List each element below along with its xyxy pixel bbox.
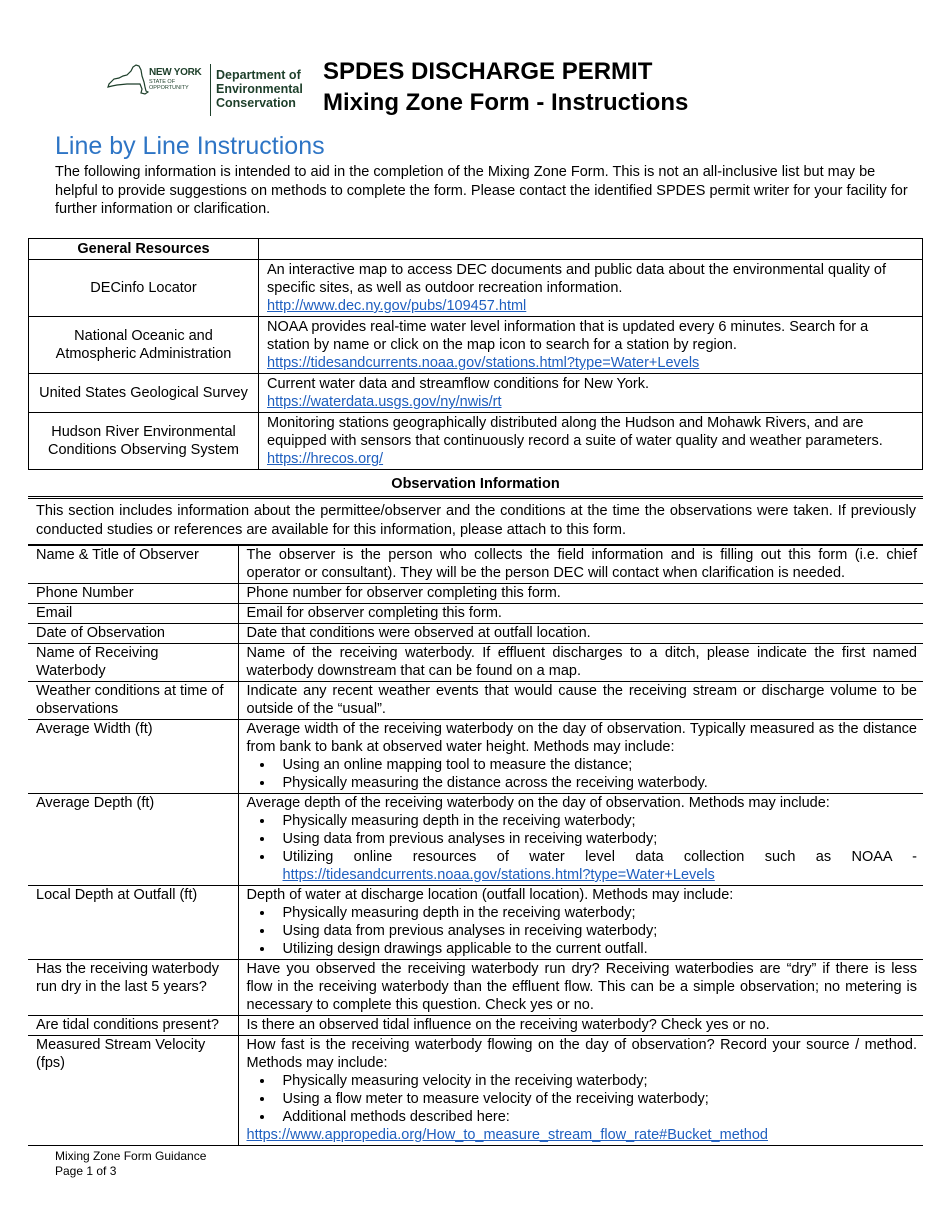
document-title (323, 56, 688, 118)
resource-link[interactable]: http://www.dec.ny.gov/pubs/109457.html (267, 298, 527, 314)
observation-row (28, 682, 923, 720)
list-item: • Using a flow meter to measure velocity of the receiving waterbody; (275, 1090, 918, 1108)
observation-text: Average depth of the receiving waterbody on the day of observation. Methods may include: (246, 795, 830, 811)
resource-description (259, 260, 923, 317)
resource-text: An interactive map to access DEC documents and public data about the environmental quality of specific sites, as well as outdoor recreation information. (267, 262, 887, 296)
observation-text: How fast is the receiving waterbody flowing on the day of observation? Record your source / method. Methods may include: (246, 1037, 917, 1071)
title-line2: Mixing Zone Form - Instructions (323, 89, 689, 116)
list-item: • Physically measuring depth in the receiving waterbody; (275, 904, 918, 922)
observation-row (28, 1016, 923, 1036)
logo-state-line2: OPPORTUNITY (149, 85, 189, 91)
logo-state-of-opportunity (149, 79, 189, 91)
observation-row (28, 720, 923, 794)
observation-label: Average Width (ft) (28, 720, 238, 794)
resource-description (259, 374, 923, 413)
list-item (275, 848, 918, 884)
resource-link[interactable]: https://waterdata.usgs.gov/ny/nwis/rt (267, 394, 502, 410)
observation-divider (28, 496, 923, 499)
logo-dept-line2: Environmental (216, 82, 303, 96)
appropedia-link[interactable]: https://www.appropedia.org/How_to_measure_stream_flow_rate#Bucket_method (246, 1127, 768, 1143)
logo-dept-line3: Conservation (216, 96, 296, 110)
observation-row (28, 794, 923, 886)
observation-row (28, 1036, 923, 1146)
logo-dept-line1: Department of (216, 68, 301, 82)
footer-document-name: Mixing Zone Form Guidance (55, 1149, 207, 1163)
resource-name: DECinfo Locator (29, 260, 259, 317)
general-resources-table (28, 238, 923, 470)
footer-page-number: Page 1 of 3 (55, 1164, 117, 1178)
observation-description (238, 886, 923, 960)
methods-list (247, 756, 918, 792)
observation-description (238, 794, 923, 886)
list-item: • Additional methods described here: (275, 1108, 918, 1126)
list-item: • Using data from previous analyses in receiving waterbody; (275, 830, 918, 848)
list-item: • Using data from previous analyses in receiving waterbody; (275, 922, 918, 940)
resource-text: NOAA provides real-time water level information that is updated every 6 minutes. Search for a station by name or click on the map icon to search for a station by region. (267, 319, 869, 353)
page-footer (55, 1149, 206, 1179)
observation-description (238, 720, 923, 794)
observation-label: Average Depth (ft) (28, 794, 238, 886)
list-item-text: • Utilizing online resources of water level data collection such as NOAA - (282, 849, 917, 865)
methods-list (247, 904, 918, 958)
observation-intro: This section includes information about the permittee/observer and the conditions at the time the observations were taken. If previously conducted studies or references are available for this information, please attach to this form. (36, 503, 916, 538)
list-item: • Physically measuring velocity in the receiving waterbody; (275, 1072, 918, 1090)
logo-new-york: NEW YORK (149, 67, 202, 78)
observation-label: Email (28, 604, 238, 624)
resource-text: Current water data and streamflow conditions for New York. (267, 376, 650, 392)
resource-name: National Oceanic and Atmospheric Administration (29, 317, 259, 374)
title-line1: SPDES DISCHARGE PERMIT (323, 58, 653, 85)
section-heading: Line by Line Instructions (55, 132, 325, 160)
intro-paragraph: The following information is intended to aid in the completion of the Mixing Zone Form. This is not an all-inclusive list but may be helpful to provide suggestions on methods to complete the form. Please contact the identified SPDES permit writer for your facility for further information or clarification. (55, 164, 908, 217)
observation-label: Has the receiving waterbody run dry in the last 5 years? (28, 960, 238, 1016)
observation-row (28, 604, 923, 624)
noaa-link[interactable]: https://tidesandcurrents.noaa.gov/stations.html?type=Water+Levels (282, 867, 715, 883)
logo-state-line1: STATE OF (149, 79, 176, 85)
observation-text: Depth of water at discharge location (outfall location). Methods may include: (246, 887, 734, 903)
observation-label: Name of Receiving Waterbody (28, 644, 238, 682)
observation-row (28, 644, 923, 682)
resource-description (259, 317, 923, 374)
observation-row (28, 960, 923, 1016)
resources-header-row (29, 239, 923, 260)
observation-description: Date that conditions were observed at outfall location. (238, 624, 923, 644)
observation-description: Phone number for observer completing this form. (238, 584, 923, 604)
observation-label: Date of Observation (28, 624, 238, 644)
observation-row (28, 624, 923, 644)
observation-label: Name & Title of Observer (28, 545, 238, 584)
observation-table (28, 544, 923, 1146)
observation-label: Are tidal conditions present? (28, 1016, 238, 1036)
list-item: • Utilizing design drawings applicable to the current outfall. (275, 940, 918, 958)
observation-description: Is there an observed tidal influence on the receiving waterbody? Check yes or no. (238, 1016, 923, 1036)
observation-description: Name of the receiving waterbody. If effluent discharges to a ditch, please indicate the first named waterbody downstream that can be found on a map. (238, 644, 923, 682)
resource-row (29, 413, 923, 470)
resource-link[interactable]: https://tidesandcurrents.noaa.gov/stations.html?type=Water+Levels (267, 355, 700, 371)
resource-name: Hudson River Environmental Conditions Observing System (29, 413, 259, 470)
resource-row (29, 317, 923, 374)
list-item: • Using an online mapping tool to measure the distance; (275, 756, 918, 774)
observation-label: Measured Stream Velocity (fps) (28, 1036, 238, 1146)
nysdec-logo (105, 60, 310, 116)
resource-row (29, 260, 923, 317)
methods-list (247, 812, 918, 884)
observation-label: Weather conditions at time of observations (28, 682, 238, 720)
observation-label: Phone Number (28, 584, 238, 604)
observation-description: Email for observer completing this form. (238, 604, 923, 624)
observation-row (28, 545, 923, 584)
observation-label: Local Depth at Outfall (ft) (28, 886, 238, 960)
observation-description: Indicate any recent weather events that would cause the receiving stream or discharge volume to be outside of the “usual”. (238, 682, 923, 720)
resource-link[interactable]: https://hrecos.org/ (267, 451, 384, 467)
list-item: • Physically measuring the distance across the receiving waterbody. (275, 774, 918, 792)
observation-description: The observer is the person who collects the field information and is filling out this form (i.e. chief operator or consultant). They will be the person DEC will contact when clarification is needed. (238, 545, 923, 584)
resource-description (259, 413, 923, 470)
observation-description (238, 1036, 923, 1146)
resource-text: Monitoring stations geographically distributed along the Hudson and Mohawk Rivers, and are equipped with sensors that continuously record a suite of water quality and weather parameters. (267, 415, 883, 449)
observation-title: Observation Information (391, 476, 560, 492)
resource-name: United States Geological Survey (29, 374, 259, 413)
methods-list (247, 1072, 918, 1126)
logo-department-name (216, 68, 303, 110)
list-item: • Physically measuring depth in the receiving waterbody; (275, 812, 918, 830)
resource-row (29, 374, 923, 413)
observation-row (28, 584, 923, 604)
resources-header-blank (259, 239, 923, 260)
observation-description: Have you observed the receiving waterbody run dry? Receiving waterbodies are “dry” if there is less flow in the receiving waterbody than the effluent flow. This can be a simple observation; no metering is necessary to complete this question. Check yes or no. (238, 960, 923, 1016)
observation-row (28, 886, 923, 960)
observation-text: Average width of the receiving waterbody on the day of observation. Typically measured as the distance from bank to bank at observed water height. Methods may include: (246, 721, 917, 755)
logo-divider (210, 64, 211, 116)
new-york-state-map-icon (105, 62, 149, 100)
resources-header: General Resources (29, 239, 259, 260)
